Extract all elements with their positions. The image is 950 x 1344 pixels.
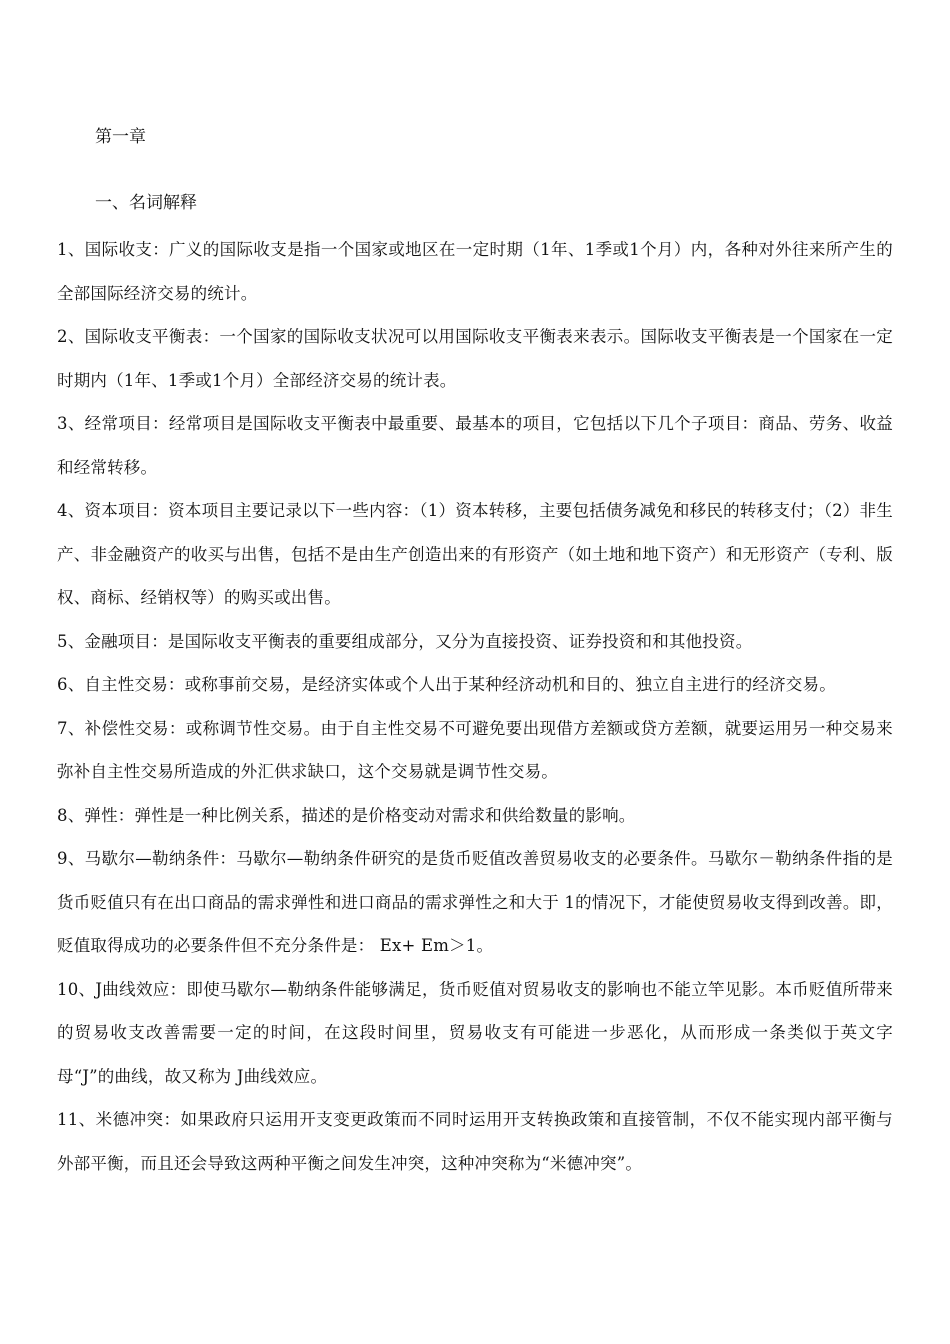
term-entry-5: 5、金融项目：是国际收支平衡表的重要组成部分，又分为直接投资、证券投资和和其他投资。 xyxy=(57,631,753,651)
term-entry-9: 9、马歇尔—勒纳条件：马歇尔—勒纳条件研究的是货币贬值改善贸易收支的必要条件。马歇尔－勒纳条件指的是货币贬值只有在出口商品的需求弹性和进口商品的需求弹性之和大于 1的情况下，才能使贸易收支得到改善。即，贬值取得成功的必要条件但不充分条件是： Ex+ Em＞1。 xyxy=(57,849,893,955)
term-entry-2: 2、国际收支平衡表：一个国家的国际收支状况可以用国际收支平衡表来表示。国际收支平衡表是一个国家在一定时期内（1年、1季或1个月）全部经济交易的统计表。 xyxy=(57,327,893,390)
chapter-title: 第一章 xyxy=(95,127,146,147)
term-entry-8: 8、弹性：弹性是一种比例关系，描述的是价格变动对需求和供给数量的影响。 xyxy=(57,805,636,825)
term-entry-3: 3、经常项目：经常项目是国际收支平衡表中最重要、最基本的项目，它包括以下几个子项目：商品、劳务、收益和经常转移。 xyxy=(57,414,893,477)
term-entry-7: 7、补偿性交易：或称调节性交易。由于自主性交易不可避免要出现借方差额或贷方差额，就要运用另一种交易来弥补自主性交易所造成的外汇供求缺口，这个交易就是调节性交易。 xyxy=(57,718,893,781)
section-title: 一、名词解释 xyxy=(95,193,197,213)
term-entry-11: 11、米德冲突：如果政府只运用开支变更政策而不同时运用开支转换政策和直接管制，不仅不能实现内部平衡与外部平衡，而且还会导致这两种平衡之间发生冲突，这种冲突称为“米德冲突”。 xyxy=(57,1110,893,1173)
term-entry-6: 6、自主性交易：或称事前交易，是经济实体或个人出于某种经济动机和目的、独立自主进行的经济交易。 xyxy=(57,675,836,694)
term-entry-1: 1、国际收支：广义的国际收支是指一个国家或地区在一定时期（1年、1季或1个月）内，各种对外往来所产生的全部国际经济交易的统计。 xyxy=(57,240,893,303)
term-entry-10: 10、J曲线效应：即使马歇尔—勒纳条件能够满足，货币贬值对贸易收支的影响也不能立竿见影。本币贬值所带来的贸易收支改善需要一定的时间，在这段时间里，贸易收支有可能进一步恶化，从而形成一条类似于英文字母“J”的曲线，故又称为 J曲线效应。 xyxy=(57,979,893,1086)
term-entry-4: 4、资本项目：资本项目主要记录以下一些内容：（1）资本转移，主要包括债务减免和移民的转移支付；（2）非生产、非金融资产的收买与出售，包括不是由生产创造出来的有形资产（如土地和地下资产）和无形资产（专利、版权、商标、经销权等）的购买或出售。 xyxy=(57,501,893,607)
term-definition-list xyxy=(57,228,893,1185)
